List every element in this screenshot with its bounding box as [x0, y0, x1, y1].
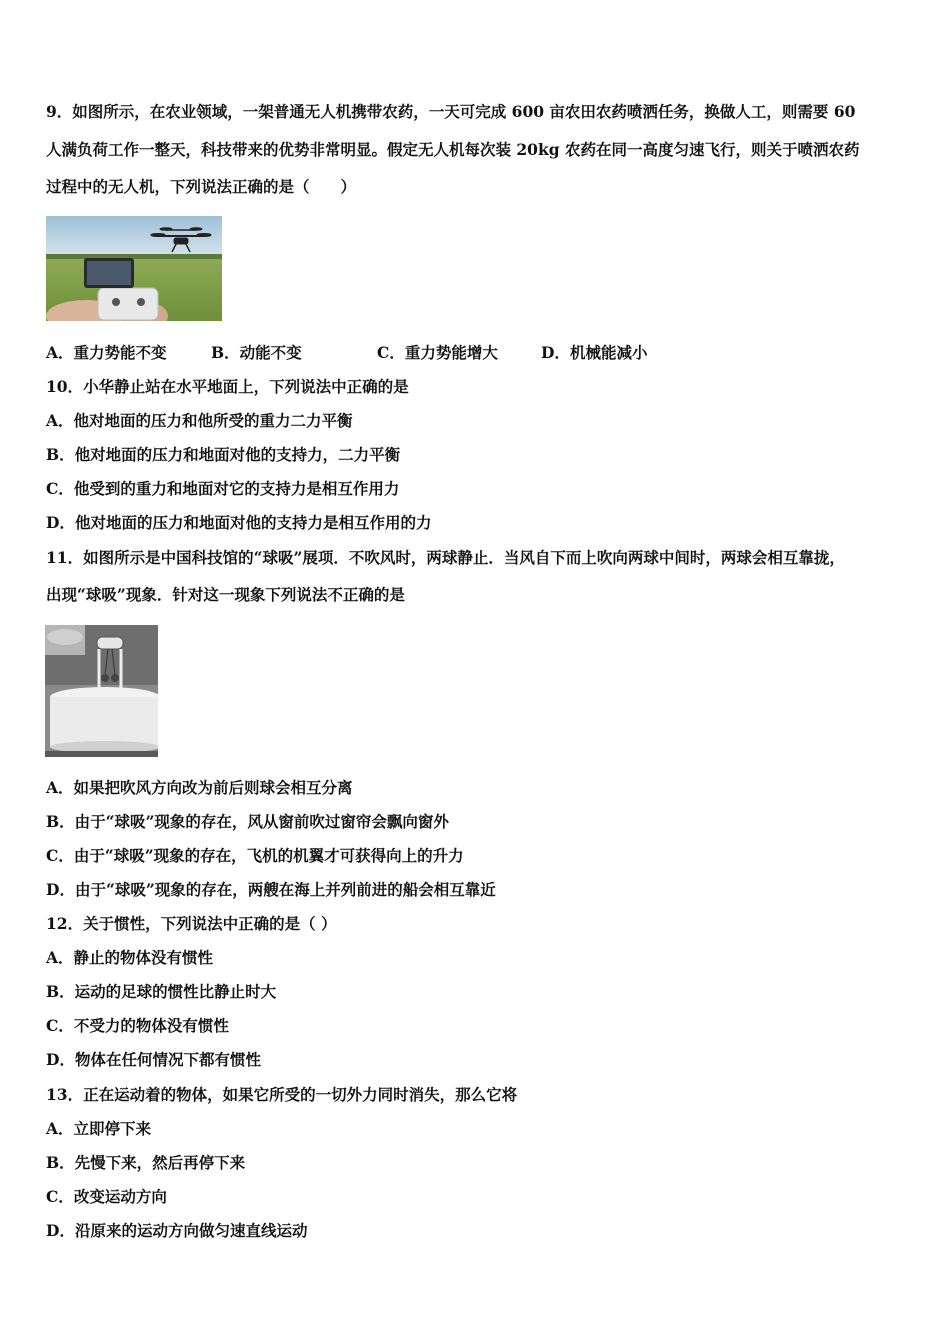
q10-option-c[interactable]: C．他受到的重力和地面对它的支持力是相互作用力 [46, 479, 400, 498]
q11-stem-line-1: 11．如图所示是中国科技馆的“球吸”展项．不吹风时，两球静止．当风自下而上吹向两球中间时，两球会相互靠拢， [46, 548, 845, 567]
q13-option-d[interactable]: D．沿原来的运动方向做匀速直线运动 [46, 1221, 308, 1240]
q13-option-a[interactable]: A．立即停下来 [46, 1119, 152, 1138]
q9-option-b[interactable]: B．动能不变 [211, 343, 302, 362]
q12-option-c[interactable]: C．不受力的物体没有惯性 [46, 1016, 229, 1035]
q11-option-c[interactable]: C．由于“球吸”现象的存在，飞机的机翼才可获得向上的升力 [46, 846, 464, 865]
q10-option-d[interactable]: D．他对地面的压力和地面对他的支持力是相互作用的力 [46, 513, 432, 532]
q9-option-c[interactable]: C．重力势能增大 [377, 343, 498, 362]
q12-option-b[interactable]: B．运动的足球的惯性比静止时大 [46, 982, 277, 1001]
q11-stem-line-2: 出现“球吸”现象．针对这一现象下列说法不正确的是 [46, 585, 405, 604]
q12-option-a[interactable]: A．静止的物体没有惯性 [46, 948, 214, 967]
q10-option-a[interactable]: A．他对地面的压力和他所受的重力二力平衡 [46, 411, 353, 430]
q9-option-d[interactable]: D．机械能减小 [541, 343, 648, 362]
ball-suction-exhibit-photo [45, 625, 158, 757]
q13-stem: 13．正在运动着的物体，如果它所受的一切外力同时消失，那么它将 [46, 1085, 518, 1104]
q9-stem-line-3: 过程中的无人机，下列说法正确的是（ ） [46, 177, 357, 196]
q11-option-b[interactable]: B．由于“球吸”现象的存在，风从窗前吹过窗帘会飘向窗外 [46, 812, 449, 831]
q10-option-b[interactable]: B．他对地面的压力和地面对他的支持力，二力平衡 [46, 445, 401, 464]
drone-photo [46, 216, 222, 321]
q9-stem-line-2: 人满负荷工作一整天，科技带来的优势非常明显。假定无人机每次装 20kg 农药在同一高度匀速飞行，则关于喷洒农药 [46, 140, 860, 159]
q11-option-d[interactable]: D．由于“球吸”现象的存在，两艘在海上并列前进的船会相互靠近 [46, 880, 496, 899]
q11-option-a[interactable]: A．如果把吹风方向改为前后则球会相互分离 [46, 778, 353, 797]
q12-stem: 12．关于惯性，下列说法中正确的是（ ） [46, 914, 337, 933]
q12-option-d[interactable]: D．物体在任何情况下都有惯性 [46, 1050, 261, 1069]
q13-option-b[interactable]: B．先慢下来，然后再停下来 [46, 1153, 246, 1172]
q13-option-c[interactable]: C．改变运动方向 [46, 1187, 167, 1206]
q9-stem-line-1: 9．如图所示，在农业领域，一架普通无人机携带农药，一天可完成 600 亩农田农药喷洒任务，换做人工，则需要 60 [46, 102, 856, 121]
q9-option-a[interactable]: A．重力势能不变 [46, 343, 167, 362]
q10-stem: 10．小华静止站在水平地面上，下列说法中正确的是 [46, 377, 409, 396]
